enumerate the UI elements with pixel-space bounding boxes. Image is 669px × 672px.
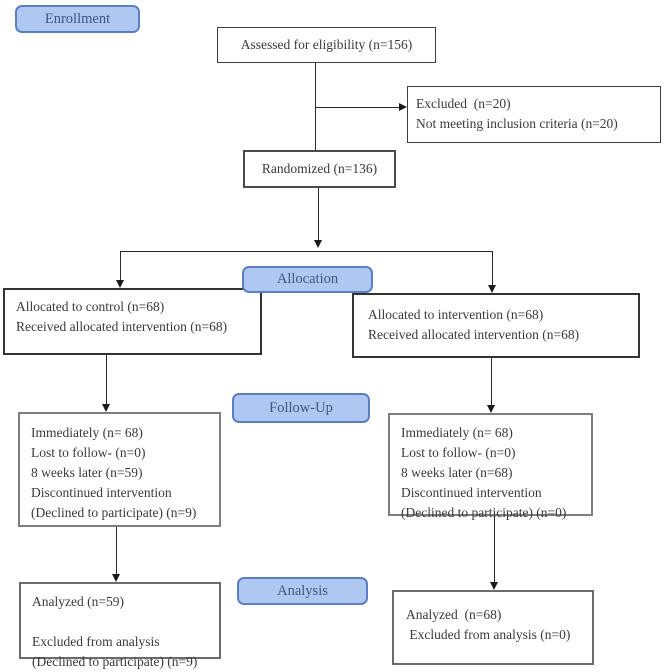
enrollment-stage-text: Enrollment <box>44 10 111 27</box>
analysis-control-box <box>19 582 221 669</box>
analysis-intervention-box <box>392 590 594 665</box>
arrowhead-analysis-intervention <box>490 582 498 590</box>
follow-up-stage-label <box>232 393 370 423</box>
analysis-control-line-3: Excluded from analysis <box>32 634 160 649</box>
followup-control-line-1: Immediately (n= 68) <box>31 425 143 440</box>
followup-intervention-line-5: (Declined to participate) (n=0) <box>401 505 567 520</box>
allocated-control-line-2: Received allocated intervention (n=68) <box>16 319 228 334</box>
connector-split-right-drop <box>492 251 493 286</box>
allocated-intervention-line-2: Received allocated intervention (n=68) <box>368 327 580 342</box>
randomized-text: Randomized (n=136) <box>261 161 378 176</box>
analysis-stage-label <box>237 577 368 605</box>
followup-intervention-box <box>388 413 593 520</box>
analysis-control-line-2 <box>32 612 215 632</box>
connector-split-horizontal <box>120 251 492 252</box>
analysis-intervention-line-1: Analyzed (n=68) <box>406 607 502 622</box>
excluded-line-1: Excluded (n=20) <box>416 96 511 111</box>
followup-intervention-line-3: 8 weeks later (n=68) <box>401 465 513 480</box>
followup-control-line-2: Lost to follow- (n=0) <box>31 445 146 460</box>
followup-intervention-line-1: Immediately (n= 68) <box>401 425 513 440</box>
followup-control-line-4: Discontinued intervention <box>31 485 172 500</box>
allocated-intervention-line-1: Allocated to intervention (n=68) <box>368 307 544 322</box>
allocation-stage-label <box>242 266 373 293</box>
enrollment-stage-label <box>15 5 140 33</box>
allocated-control-line-1: Allocated to control (n=68) <box>16 299 165 314</box>
assessed-box <box>217 27 436 63</box>
arrowhead-followup-intervention <box>487 405 495 413</box>
analysis-control-line-1: Analyzed (n=59) <box>32 594 124 609</box>
connector-intervention-to-followup <box>491 358 492 406</box>
arrowhead-randomized-down <box>314 240 322 248</box>
followup-control-line-5: (Declined to participate) (n=9) <box>31 505 197 520</box>
allocated-intervention-box <box>352 293 640 358</box>
arrowhead-alloc-intervention <box>488 285 496 293</box>
analysis-intervention-line-2: Excluded from analysis (n=0) <box>406 627 571 642</box>
connector-randomized-down <box>318 188 319 241</box>
followup-intervention-line-4: Discontinued intervention <box>401 485 542 500</box>
excluded-box <box>407 86 661 143</box>
allocated-control-box <box>3 288 262 355</box>
arrowhead-followup-control <box>102 404 110 412</box>
connector-control-to-analysis <box>116 527 117 575</box>
connector-to-excluded <box>316 107 400 108</box>
follow-up-stage-text: Follow-Up <box>269 399 333 416</box>
analysis-control-line-4: (Declined to participate) (n=9) <box>32 654 198 669</box>
arrowhead-analysis-control <box>112 574 120 582</box>
arrowhead-excluded <box>399 103 407 111</box>
analysis-stage-text: Analysis <box>277 582 328 599</box>
excluded-line-2: Not meeting inclusion criteria (n=20) <box>416 116 618 131</box>
connector-split-left-drop <box>120 251 121 281</box>
followup-control-line-3: 8 weeks later (n=59) <box>31 465 143 480</box>
randomized-box <box>243 150 396 188</box>
assessed-text: Assessed for eligibility (n=156) <box>240 37 413 52</box>
arrowhead-alloc-control <box>116 280 124 288</box>
connector-intervention-to-analysis <box>494 516 495 583</box>
followup-control-box <box>18 412 221 527</box>
allocation-stage-text: Allocation <box>276 271 339 287</box>
followup-intervention-line-2: Lost to follow- (n=0) <box>401 445 516 460</box>
connector-control-to-followup <box>106 355 107 405</box>
